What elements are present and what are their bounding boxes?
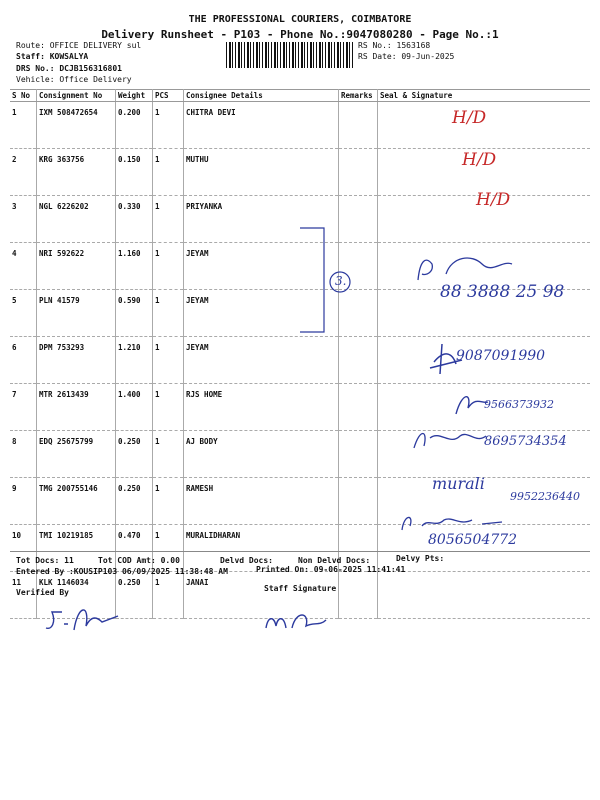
phone-handwritten: 88 3888 25 98: [440, 282, 565, 302]
signature-janai: [398, 512, 508, 534]
phone-handwritten: 9087091990: [456, 348, 546, 364]
col-seal: Seal & Signature: [378, 90, 591, 102]
hd-mark: H/D: [476, 190, 511, 210]
col-weight: Weight: [116, 90, 153, 102]
row-pcs: 1: [153, 478, 184, 525]
company-name: THE PROFESSIONAL COURIERS, COIMBATORE: [188, 14, 412, 25]
col-consignment: Consignment No: [37, 90, 116, 102]
row-consignment: NGL 6226202: [37, 196, 116, 243]
row-weight: 0.470: [116, 525, 153, 572]
row-weight: 1.160: [116, 243, 153, 290]
row-consignment: DPM 753293: [37, 337, 116, 384]
row-consignee: CHITRA DEVI: [184, 102, 339, 149]
row-remarks: [339, 478, 378, 525]
row-consignment: TMI 10219185: [37, 525, 116, 572]
circled-count: 3.: [335, 274, 347, 288]
row-remarks: [339, 384, 378, 431]
row-remarks: [339, 337, 378, 384]
row-consignee: AJ BODY: [184, 431, 339, 478]
printed-on: Printed On: 09-06-2025 11:41:41: [256, 565, 406, 574]
barcode: [226, 42, 354, 68]
row-consignee: JEYAM: [184, 290, 339, 337]
hd-mark: H/D: [462, 150, 497, 170]
tot-docs: Tot Docs: 11: [16, 556, 74, 565]
row-weight: 0.250: [116, 572, 153, 619]
row-weight: 0.330: [116, 196, 153, 243]
row-consignment: KLK 1146034: [37, 572, 116, 619]
row-sno: 9: [10, 478, 37, 525]
row-sno: 2: [10, 149, 37, 196]
row-consignee: MUTHU: [184, 149, 339, 196]
row-sno: 5: [10, 290, 37, 337]
row-sno: 10: [10, 525, 37, 572]
row-weight: 0.250: [116, 431, 153, 478]
row-pcs: 1: [153, 572, 184, 619]
row-sno: 11: [10, 572, 37, 619]
row-sno: 3: [10, 196, 37, 243]
table-header: [10, 90, 590, 102]
rs-date: RS Date: 09-Jun-2025: [358, 52, 455, 61]
row-consignment: MTR 2613439: [37, 384, 116, 431]
table-row: [10, 149, 590, 196]
bracket-mark: [296, 222, 366, 337]
row-weight: 0.150: [116, 149, 153, 196]
row-consignee: MURALIDHARAN: [184, 525, 339, 572]
row-remarks: [339, 102, 378, 149]
col-pcs: PCS: [153, 90, 184, 102]
row-pcs: 1: [153, 384, 184, 431]
phone-handwritten: 8056504772: [428, 532, 518, 548]
row-consignment: NRI 592622: [37, 243, 116, 290]
staff-signature: [262, 606, 332, 636]
row-remarks: [339, 149, 378, 196]
row-remarks: [339, 431, 378, 478]
row-weight: 1.400: [116, 384, 153, 431]
col-remarks: Remarks: [339, 90, 378, 102]
row-weight: 1.210: [116, 337, 153, 384]
row-consignee: JEYAM: [184, 243, 339, 290]
row-pcs: 1: [153, 525, 184, 572]
staff: Staff: KOWSALYA: [16, 52, 89, 61]
row-pcs: 1: [153, 149, 184, 196]
row-sno: 8: [10, 431, 37, 478]
verifier-signature: [42, 600, 132, 636]
row-consignment: KRG 363756: [37, 149, 116, 196]
verified-by-label: Verified By: [16, 588, 69, 597]
row-consignee: RAMESH: [184, 478, 339, 525]
route: Route: OFFICE DELIVERY sul: [16, 41, 142, 50]
delvy-pts: Delvy Pts:: [396, 554, 445, 563]
row-consignee: PRIYANKA: [184, 196, 339, 243]
row-consignee: JEYAM: [184, 337, 339, 384]
row-sno: 1: [10, 102, 37, 149]
row-sno: 6: [10, 337, 37, 384]
phone-handwritten: 8695734354: [484, 434, 567, 449]
delvd-docs: Delvd Docs:: [220, 556, 273, 565]
non-delvd-docs: Non Delvd Docs:: [298, 556, 371, 565]
vehicle: Vehicle: Office Delivery: [16, 75, 132, 84]
row-consignment: EDQ 25675799: [37, 431, 116, 478]
row-sno: 4: [10, 243, 37, 290]
rs-no: RS No.: 1563168: [358, 41, 431, 50]
row-pcs: 1: [153, 196, 184, 243]
signature-ramesh: [410, 426, 490, 452]
hd-mark: H/D: [452, 108, 487, 128]
row-sno: 7: [10, 384, 37, 431]
phone-handwritten: 9566373932: [484, 398, 554, 411]
row-consignment: IXM 508472654: [37, 102, 116, 149]
row-consignee: JANAI: [184, 572, 339, 619]
footer-divider: [10, 551, 590, 552]
table-row: [10, 102, 590, 149]
row-consignment: TMG 200755146: [37, 478, 116, 525]
runsheet-title: Delivery Runsheet - P103 - Phone No.:9047080280 - Page No.:1: [101, 28, 499, 41]
staff-signature-label: Staff Signature: [264, 584, 337, 593]
row-remarks: [339, 572, 378, 619]
col-consignee: Consignee Details: [184, 90, 339, 102]
row-weight: 0.250: [116, 478, 153, 525]
row-consignee: RJS HOME: [184, 384, 339, 431]
row-weight: 0.590: [116, 290, 153, 337]
phone-handwritten: 9952236440: [510, 490, 580, 503]
row-seal: [378, 572, 591, 619]
drs-no: DRS No.: DCJB156316801: [16, 64, 122, 73]
entered-by: Entered By :KOUSIP103 06/09/2025 11:38:48 AM: [16, 567, 228, 576]
col-sno: S No: [10, 90, 37, 102]
row-pcs: 1: [153, 431, 184, 478]
row-consignment: PLN 41579: [37, 290, 116, 337]
signature-murali: murali: [432, 474, 485, 493]
tot-cod: Tot COD Amt: 0.00: [98, 556, 180, 565]
row-pcs: 1: [153, 337, 184, 384]
row-pcs: 1: [153, 243, 184, 290]
row-pcs: 1: [153, 290, 184, 337]
row-pcs: 1: [153, 102, 184, 149]
row-weight: 0.200: [116, 102, 153, 149]
